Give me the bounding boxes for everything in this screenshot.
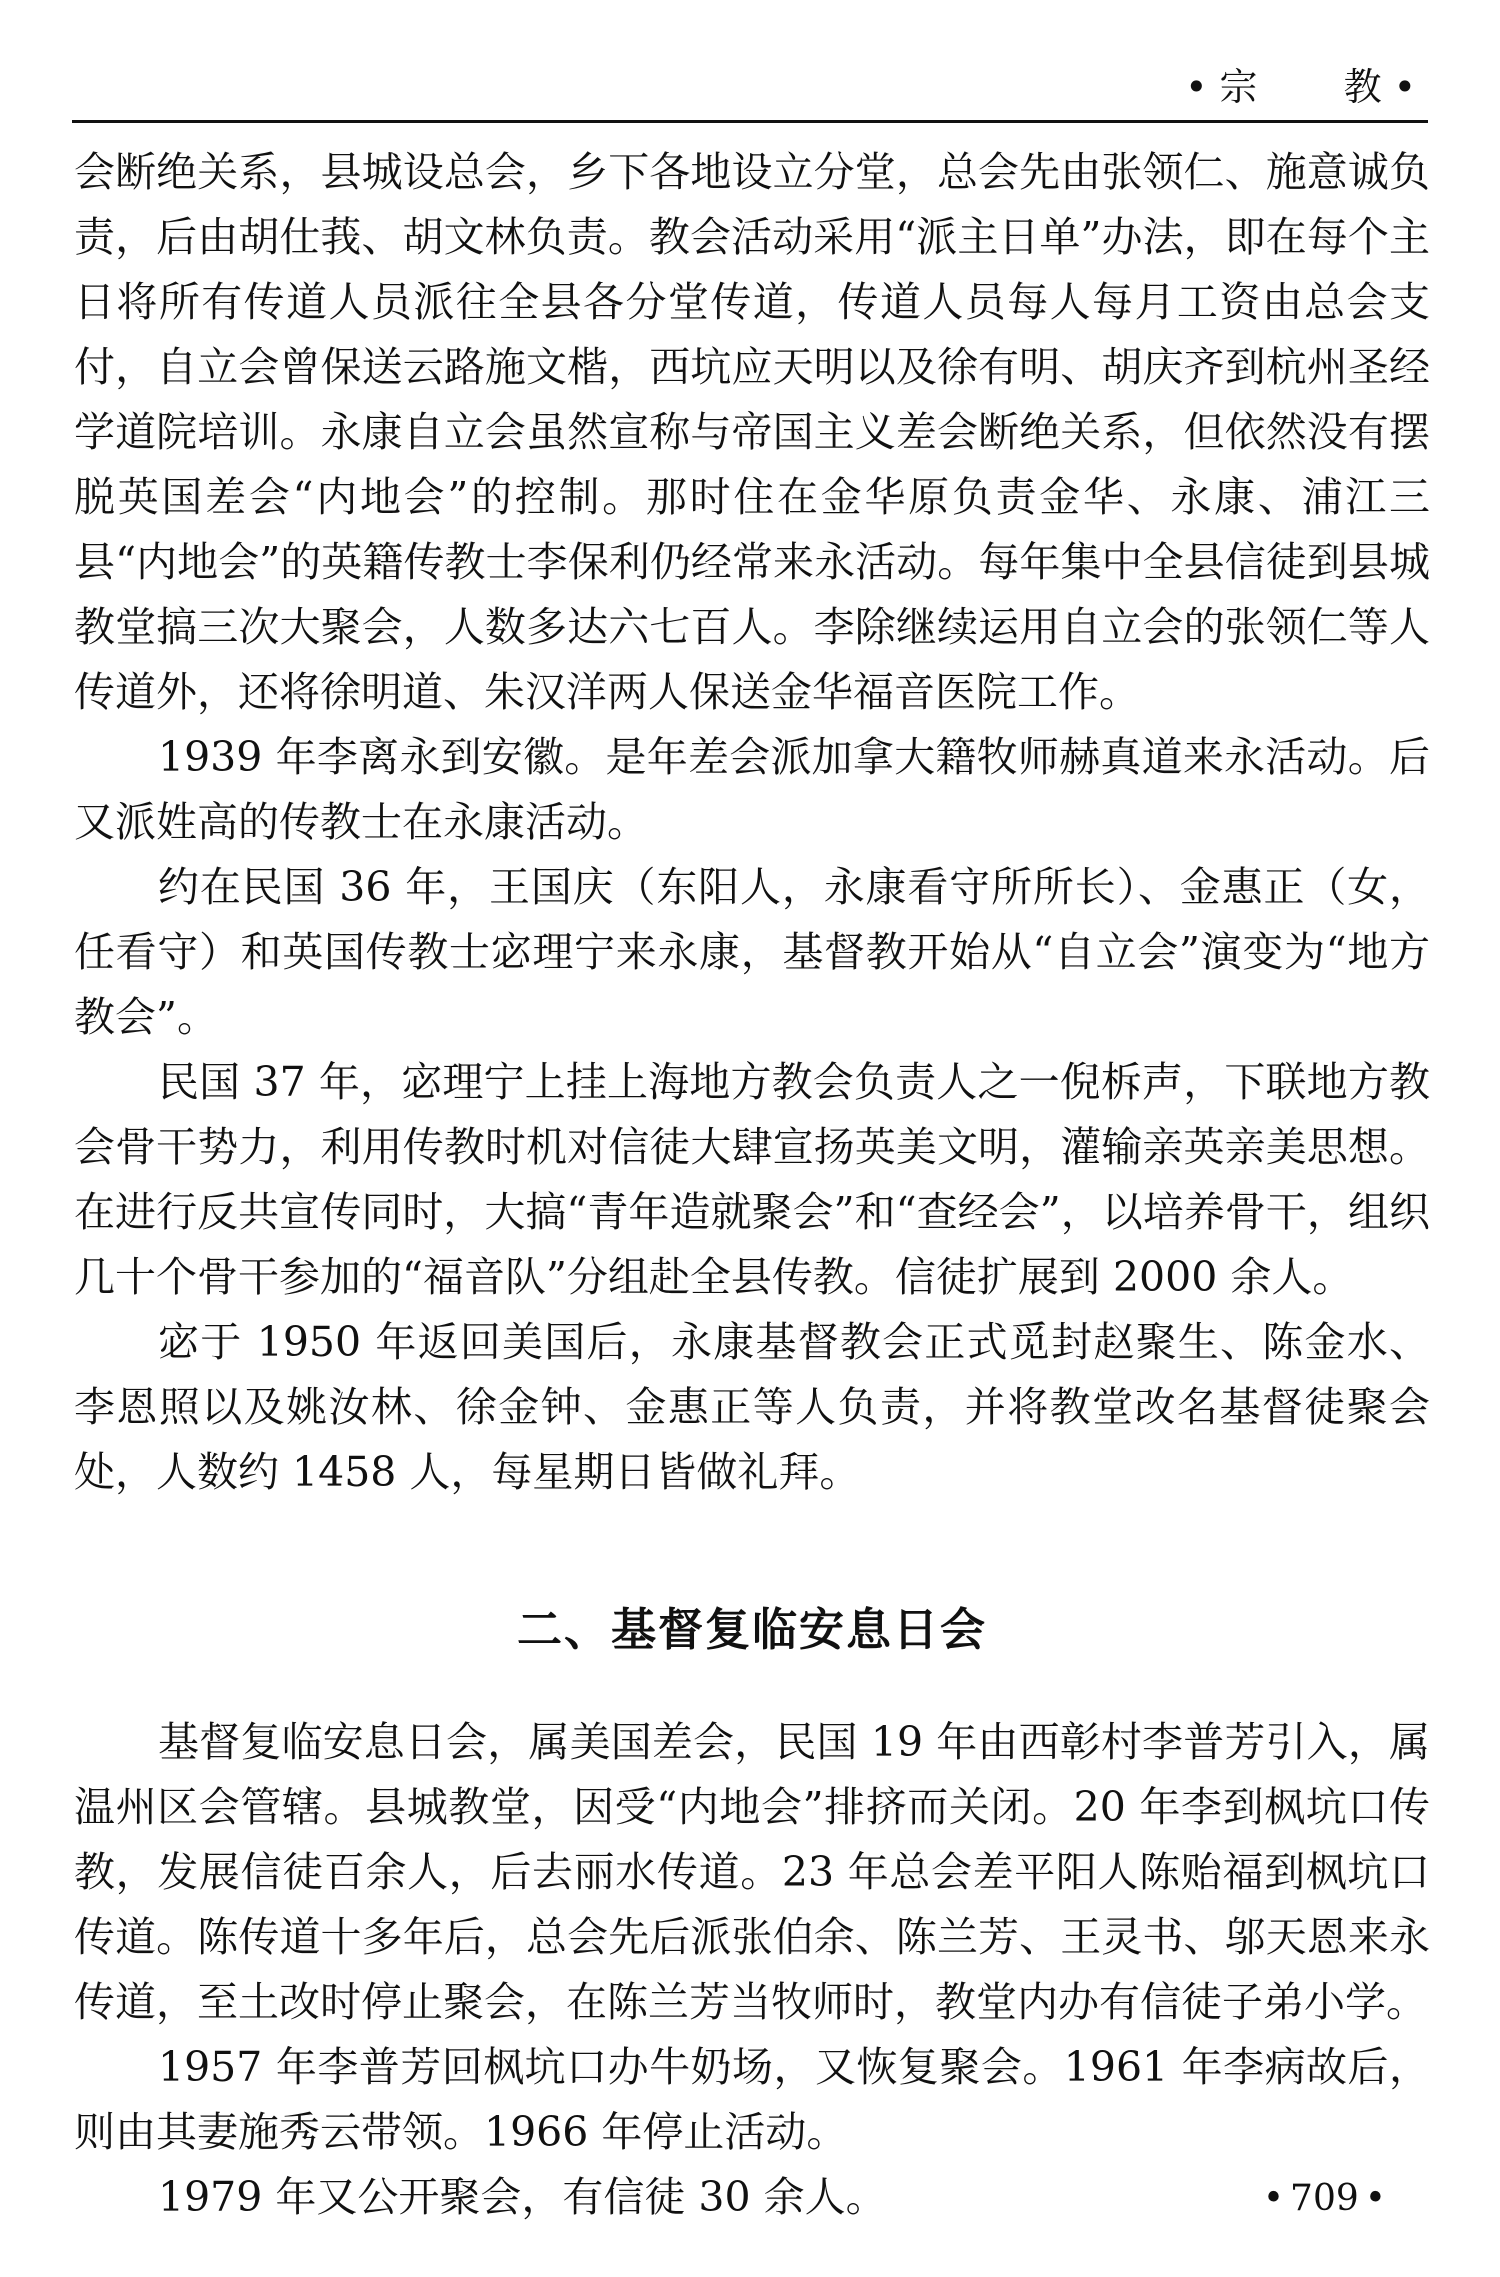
running-head-part1: 宗 (1219, 65, 1264, 109)
section-title: 二、基督复临安息日会 (516, 1603, 987, 1656)
paragraph: 1939 年李离永到安徽。是年差会派加拿大籍牧师赫真道来永活动。后又派姓高的传教士在永康活动。 (74, 733, 1430, 846)
paragraph: 约在民国 36 年，王国庆（东阳人，永康看守所所长）、金惠正（女，任看守）和英国传教士宓理宁来永康，基督教开始从“自立会”演变为“地方教会”。 (74, 863, 1430, 1041)
paragraph: 1979 年又公开聚会，有信徒 30 余人。 (158, 2173, 887, 2221)
page-number-bullet-right: • (1364, 2178, 1386, 2219)
paragraph: 基督复临安息日会，属美国差会，民国 19 年由西彰村李普芳引入，属温州区会管辖。县城教堂，因受“内地会”排挤而关闭。20 年李到枫坑口传教，发展信徒百余人，后去丽水传道。23 年总会差平阳人陈贻福到枫坑口传道。陈传道十多年后，总会先后派张伯余、陈兰芳、王灵书、邬天恩来永传道，至土改时停止聚会，在陈兰芳当牧师时，教堂内办有信徒子弟小学。 (74, 1718, 1430, 2026)
paragraph: 民国 37 年，宓理宁上挂上海地方教会负责人之一倪柝声，下联地方教会骨干势力，利用传教时机对信徒大肆宣扬英美文明，灌输亲英亲美思想。在进行反共宣传同时，大搞“青年造就聚会”和“查经会”，以培养骨干，组织几十个骨干参加的“福音队”分组赴全县传教。信徒扩展到 2000 余人。 (74, 1058, 1430, 1301)
page-number-bullet-left: • (1262, 2178, 1285, 2219)
header-rule (72, 120, 1428, 123)
running-head-bullet-right: • (1393, 65, 1422, 109)
paragraph: 1957 年李普芳回枫坑口办牛奶场，又恢复聚会。1961 年李病故后，则由其妻施秀云带领。1966 年停止活动。 (74, 2043, 1430, 2156)
running-head-part2: 教 (1343, 65, 1388, 109)
running-head (1179, 56, 1428, 111)
running-head-bullet-left: • (1185, 65, 1214, 109)
page-number (1257, 2178, 1392, 2219)
paragraph: 宓于 1950 年返回美国后，永康基督教会正式觅封赵聚生、陈金水、李恩照以及姚汝林、徐金钟、金惠正等人负责，并将教堂改名基督徒聚会处，人数约 1458 人，每星期日皆做礼拜。 (74, 1318, 1430, 1496)
page-number-value: 709 (1290, 2178, 1359, 2219)
paragraph-continued: 会断绝关系，县城设总会，乡下各地设立分堂，总会先由张领仁、施意诚负责，后由胡仕莪、胡文林负责。教会活动采用“派主日单”办法，即在每个主日将所有传道人员派往全县各分堂传道，传道人员每人每月工资由总会支付，自立会曾保送云路施文楷，西坑应天明以及徐有明、胡庆齐到杭州圣经学道院培训。永康自立会虽然宣称与帝国主义差会断绝关系，但依然没有摆脱英国差会“内地会”的控制。那时住在金华原负责金华、永康、浦江三县“内地会”的英籍传教士李保利仍经常来永活动。每年集中全县信徒到县城教堂搞三次大聚会，人数多达六七百人。李除继续运用自立会的张领仁等人传道外，还将徐明道、朱汉洋两人保送金华福音医院工作。 (74, 148, 1430, 716)
body-text (74, 140, 1430, 2230)
